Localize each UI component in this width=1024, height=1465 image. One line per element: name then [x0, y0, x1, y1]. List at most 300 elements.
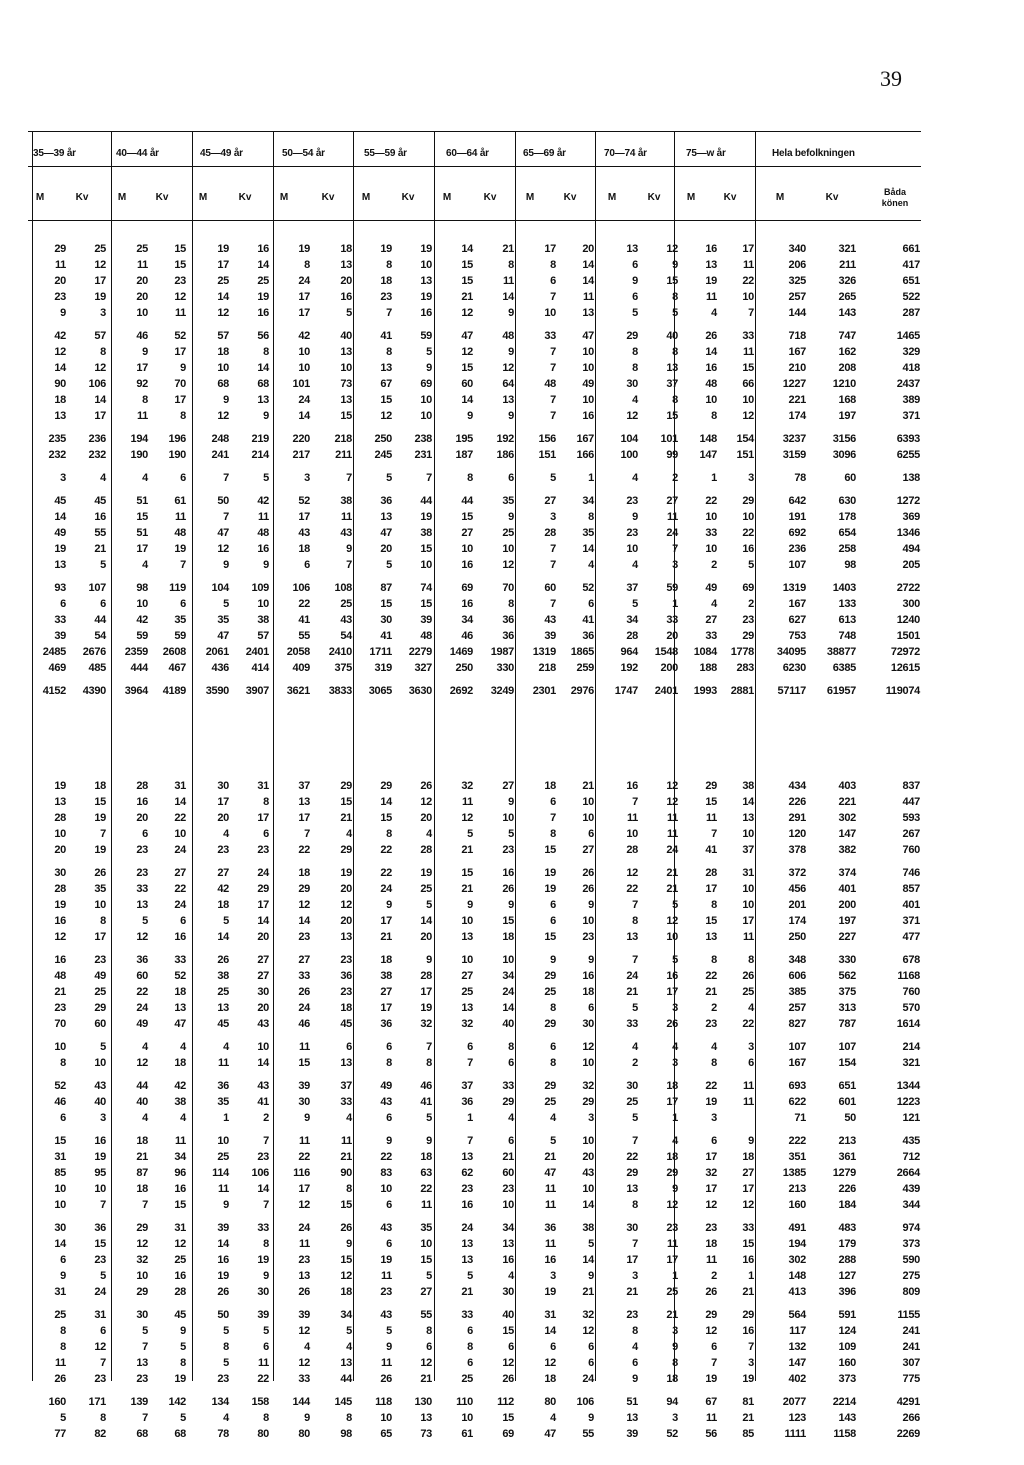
table-cell: 4: [223, 828, 229, 840]
table-cell: 22: [174, 812, 186, 824]
table-cell: 248: [211, 433, 229, 445]
table-cell: 17: [298, 291, 310, 303]
table-cell: 16: [461, 1199, 473, 1211]
table-cell: 8: [508, 1041, 514, 1053]
table-cell: 10: [582, 362, 594, 374]
table-cell: 37: [298, 780, 310, 792]
table-cell: 1227: [782, 378, 806, 390]
table-cell: 9: [588, 1270, 594, 1282]
table-cell: 44: [340, 1373, 352, 1385]
table-cell: 57: [217, 330, 229, 342]
table-cell: 42: [136, 614, 148, 626]
sub-header-m: M: [361, 192, 371, 203]
table-cell: 45: [340, 1018, 352, 1030]
table-cell: 24: [298, 275, 310, 287]
table-cell: 118: [375, 1396, 392, 1408]
table-cell: 236: [88, 433, 106, 445]
table-cell: 167: [788, 1057, 806, 1069]
table-cell: 11: [174, 1135, 186, 1147]
table-cell: 24: [174, 844, 186, 856]
table-cell: 32: [461, 780, 473, 792]
table-cell: 1778: [730, 646, 754, 658]
table-row: [0, 984, 1024, 1000]
table-cell: 5: [632, 307, 638, 319]
table-cell: 14: [217, 1238, 229, 1250]
table-cell: 190: [130, 449, 148, 461]
table-cell: 27: [380, 986, 392, 998]
table-cell: 2437: [896, 378, 920, 390]
table-cell: 7: [550, 394, 556, 406]
table-cell: 4291: [896, 1396, 920, 1408]
table-cell: 22: [174, 883, 186, 895]
table-cell: 746: [902, 867, 920, 879]
table-cell: 9: [223, 1199, 229, 1211]
table-cell: 12: [94, 1341, 106, 1353]
table-cell: 19: [705, 1373, 717, 1385]
table-cell: 9: [263, 1270, 269, 1282]
table-cell: 2881: [730, 685, 754, 697]
table-cell: 17: [174, 346, 186, 358]
table-row: [0, 1307, 1024, 1323]
table-cell: 21: [340, 1151, 352, 1163]
table-cell: 30: [626, 378, 638, 390]
table-cell: 16: [257, 543, 269, 555]
table-cell: 11: [136, 259, 148, 271]
table-cell: 24: [666, 844, 678, 856]
table-cell: 10: [54, 1041, 66, 1053]
table-cell: 29: [94, 1002, 106, 1014]
table-cell: 361: [838, 1151, 856, 1163]
table-cell: 23: [340, 986, 352, 998]
table-cell: 14: [257, 362, 269, 374]
table-cell: 87: [380, 582, 392, 594]
table-cell: 12: [461, 307, 473, 319]
table-cell: 12: [502, 1357, 514, 1369]
table-cell: 4189: [162, 685, 186, 697]
table-cell: 20: [666, 630, 678, 642]
table-cell: 16: [544, 1254, 556, 1266]
table-cell: 13: [380, 511, 392, 523]
table-cell: 23: [582, 931, 594, 943]
table-cell: 57: [257, 630, 269, 642]
table-cell: 15: [174, 243, 186, 255]
table-cell: 678: [902, 954, 920, 966]
table-cell: 8: [508, 259, 514, 271]
table-cell: 21: [502, 243, 514, 255]
page-number: 39: [880, 66, 902, 91]
table-cell: 570: [902, 1002, 920, 1014]
table-cell: 4: [142, 559, 148, 571]
table-cell: 19: [420, 291, 432, 303]
table-cell: 372: [788, 867, 806, 879]
table-cell: 11: [298, 1041, 310, 1053]
table-cell: 48: [544, 378, 556, 390]
table-cell: 8: [263, 346, 269, 358]
table-cell: 9: [304, 1412, 310, 1424]
table-cell: 9: [672, 259, 678, 271]
table-cell: 221: [838, 796, 856, 808]
table-cell: 52: [582, 582, 594, 594]
table-cell: 4: [632, 394, 638, 406]
table-cell: 3: [632, 1270, 638, 1282]
table-cell: 32: [136, 1254, 148, 1266]
table-cell: 1465: [896, 330, 920, 342]
table-cell: 25: [742, 986, 754, 998]
table-cell: 12: [461, 346, 473, 358]
table-cell: 44: [461, 495, 473, 507]
table-cell: 16: [217, 1254, 229, 1266]
table-cell: 13: [461, 931, 473, 943]
table-cell: 5: [632, 1112, 638, 1124]
table-row: [0, 929, 1024, 945]
table-cell: 11: [742, 1096, 754, 1108]
table-cell: 9: [508, 899, 514, 911]
table-cell: 8: [508, 598, 514, 610]
table-row: [0, 1339, 1024, 1355]
table-cell: 3: [588, 1112, 594, 1124]
table-cell: 9: [748, 1135, 754, 1147]
table-cell: 307: [902, 1357, 920, 1369]
table-cell: 21: [461, 883, 473, 895]
table-cell: 23: [257, 1151, 269, 1163]
table-cell: 7: [263, 1199, 269, 1211]
table-cell: 3: [748, 1041, 754, 1053]
table-cell: 15: [544, 931, 556, 943]
table-cell: 21: [461, 844, 473, 856]
table-cell: 15: [340, 1199, 352, 1211]
table-cell: 15: [174, 259, 186, 271]
table-cell: 9: [180, 362, 186, 374]
table-cell: 329: [902, 346, 920, 358]
sub-header-m: M: [198, 192, 208, 203]
table-cell: 34: [174, 1151, 186, 1163]
table-cell: 20: [257, 1002, 269, 1014]
table-cell: 232: [48, 449, 66, 461]
table-cell: 4: [711, 1041, 717, 1053]
table-cell: 7: [100, 828, 106, 840]
table-cell: 74: [420, 582, 432, 594]
table-cell: 69: [502, 1428, 514, 1440]
table-cell: 117: [789, 1325, 806, 1337]
table-cell: 7: [223, 511, 229, 523]
table-subheader-rule: [28, 220, 921, 221]
table-cell: 174: [788, 915, 806, 927]
table-cell: 7: [100, 1357, 106, 1369]
table-cell: 83: [380, 1167, 392, 1179]
table-cell: 9: [426, 1135, 432, 1147]
table-cell: 154: [838, 1057, 856, 1069]
table-cell: 30: [380, 614, 392, 626]
table-cell: 15: [380, 812, 392, 824]
table-cell: 90: [54, 378, 66, 390]
table-cell: 43: [94, 1080, 106, 1092]
table-cell: 18: [340, 243, 352, 255]
table-cell: 130: [414, 1396, 432, 1408]
table-cell: 33: [626, 1018, 638, 1030]
table-cell: 144: [788, 307, 806, 319]
table-cell: 22: [705, 495, 717, 507]
table-cell: 106: [292, 582, 310, 594]
table-cell: 13: [502, 1238, 514, 1250]
table-cell: 6230: [782, 662, 806, 674]
table-cell: 13: [666, 362, 678, 374]
table-cell: 2410: [328, 646, 352, 658]
table-cell: 23: [217, 1373, 229, 1385]
table-cell: 12: [461, 812, 473, 824]
table-top-rule: [28, 131, 921, 132]
table-cell: 46: [298, 1018, 310, 1030]
table-cell: 42: [298, 330, 310, 342]
table-cell: 41: [582, 614, 594, 626]
table-cell: 12: [217, 307, 229, 319]
table-cell: 1223: [896, 1096, 920, 1108]
table-cell: 158: [251, 1396, 269, 1408]
table-cell: 3065: [368, 685, 392, 697]
table-row: [0, 257, 1024, 273]
table-cell: 11: [340, 1135, 352, 1147]
table-cell: 712: [902, 1151, 920, 1163]
table-cell: 10: [582, 812, 594, 824]
table-cell: 15: [544, 844, 556, 856]
table-cell: 14: [582, 259, 594, 271]
table-cell: 34: [582, 495, 594, 507]
table-row: [0, 525, 1024, 541]
table-cell: 1614: [896, 1018, 920, 1030]
table-cell: 26: [340, 1222, 352, 1234]
table-cell: 15: [742, 1238, 754, 1250]
table-cell: 12: [136, 931, 148, 943]
table-cell: 186: [496, 449, 514, 461]
table-cell: 71: [794, 1112, 806, 1124]
table-cell: 22: [626, 1151, 638, 1163]
table-cell: 21: [666, 883, 678, 895]
table-cell: 13: [420, 1412, 432, 1424]
table-cell: 22: [626, 883, 638, 895]
table-cell: 16: [582, 410, 594, 422]
table-cell: 3630: [408, 685, 432, 697]
table-cell: 4: [346, 1341, 352, 1353]
table-cell: 167: [576, 433, 594, 445]
table-cell: 200: [838, 899, 856, 911]
table-cell: 29: [340, 780, 352, 792]
table-cell: 167: [788, 598, 806, 610]
table-cell: 5: [426, 1270, 432, 1282]
table-cell: 17: [380, 1002, 392, 1014]
table-cell: 5: [386, 559, 392, 571]
table-cell: 7: [632, 1135, 638, 1147]
table-cell: 258: [838, 543, 856, 555]
table-cell: 7: [223, 472, 229, 484]
table-cell: 85: [742, 1428, 754, 1440]
table-cell: 16: [257, 307, 269, 319]
table-cell: 11: [298, 1135, 310, 1147]
table-cell: 109: [838, 1341, 856, 1353]
table-cell: 171: [88, 1396, 106, 1408]
table-cell: 12: [666, 1199, 678, 1211]
table-cell: 43: [582, 1167, 594, 1179]
table-cell: 11: [742, 346, 754, 358]
table-cell: 6: [426, 1341, 432, 1353]
table-cell: 139: [130, 1396, 148, 1408]
table-cell: 28: [54, 883, 66, 895]
table-cell: 18: [174, 986, 186, 998]
table-cell: 49: [582, 378, 594, 390]
table-cell: 14: [582, 275, 594, 287]
table-cell: 11: [666, 511, 678, 523]
table-cell: 3: [672, 559, 678, 571]
table-cell: 16: [742, 1325, 754, 1337]
table-cell: 11: [705, 1412, 717, 1424]
table-cell: 6393: [896, 433, 920, 445]
table-cell: 413: [788, 1286, 806, 1298]
table-cell: 36: [380, 1018, 392, 1030]
table-cell: 8: [346, 1183, 352, 1195]
table-cell: 9: [672, 1341, 678, 1353]
table-cell: 402: [788, 1373, 806, 1385]
table-cell: 601: [838, 1096, 856, 1108]
table-cell: 236: [788, 543, 806, 555]
table-cell: 50: [844, 1112, 856, 1124]
table-cell: 25: [544, 986, 556, 998]
table-cell: 43: [380, 1309, 392, 1321]
table-cell: 19: [544, 1286, 556, 1298]
table-cell: 106: [88, 378, 106, 390]
table-cell: 8: [223, 1341, 229, 1353]
table-cell: 661: [902, 243, 920, 255]
table-cell: 98: [844, 559, 856, 571]
table-cell: 4: [304, 1341, 310, 1353]
table-cell: 265: [838, 291, 856, 303]
table-cell: 20: [340, 275, 352, 287]
table-cell: 44: [420, 495, 432, 507]
table-cell: 12: [298, 1325, 310, 1337]
table-cell: 378: [788, 844, 806, 856]
table-cell: 348: [788, 954, 806, 966]
table-cell: 46: [136, 330, 148, 342]
table-cell: 206: [788, 259, 806, 271]
table-cell: 6: [508, 1057, 514, 1069]
both-sexes-line1: Båda: [883, 187, 906, 197]
table-cell: 35: [217, 1096, 229, 1108]
table-cell: 26: [380, 1373, 392, 1385]
table-cell: 29: [666, 1167, 678, 1179]
table-cell: 33: [298, 970, 310, 982]
table-cell: 20: [340, 883, 352, 895]
table-cell: 73: [420, 1428, 432, 1440]
table-cell: 42: [54, 330, 66, 342]
table-cell: 325: [788, 275, 806, 287]
table-row: [0, 842, 1024, 858]
table-cell: 109: [251, 582, 269, 594]
table-cell: 32: [461, 1018, 473, 1030]
table-cell: 17: [217, 796, 229, 808]
table-cell: 6: [60, 1112, 66, 1124]
table-cell: 17: [136, 543, 148, 555]
table-cell: 35: [502, 495, 514, 507]
table-cell: 16: [257, 243, 269, 255]
table-cell: 104: [211, 582, 229, 594]
table-cell: 562: [838, 970, 856, 982]
table-cell: 19: [94, 291, 106, 303]
table-cell: 78: [794, 472, 806, 484]
table-cell: 72972: [890, 646, 920, 658]
table-row: [0, 810, 1024, 826]
table-cell: 29: [544, 1080, 556, 1092]
table-cell: 13: [582, 307, 594, 319]
table-cell: 22: [380, 844, 392, 856]
table-row: [0, 628, 1024, 644]
table-cell: 6: [467, 1041, 473, 1053]
table-cell: 15: [94, 1238, 106, 1250]
table-cell: 35: [94, 883, 106, 895]
table-cell: 29: [257, 883, 269, 895]
table-cell: 19: [420, 1002, 432, 1014]
table-cell: 30: [582, 1018, 594, 1030]
table-cell: 3: [60, 472, 66, 484]
table-cell: 26: [54, 1373, 66, 1385]
table-cell: 23: [380, 1286, 392, 1298]
table-cell: 38: [420, 527, 432, 539]
table-cell: 8: [386, 346, 392, 358]
table-row: [0, 913, 1024, 929]
table-cell: 65: [380, 1428, 392, 1440]
table-cell: 25: [217, 1151, 229, 1163]
table-cell: 606: [788, 970, 806, 982]
table-cell: 21: [742, 1412, 754, 1424]
table-cell: 9: [386, 899, 392, 911]
table-cell: 87: [136, 1167, 148, 1179]
table-cell: 12: [298, 1199, 310, 1211]
table-cell: 2: [748, 598, 754, 610]
table-cell: 8: [672, 346, 678, 358]
table-cell: 401: [902, 899, 920, 911]
table-cell: 29: [705, 1309, 717, 1321]
table-cell: 15: [705, 796, 717, 808]
table-cell: 12: [666, 243, 678, 255]
table-cell: 17: [174, 394, 186, 406]
table-cell: 11: [705, 812, 717, 824]
table-row: [0, 1323, 1024, 1339]
table-cell: 374: [838, 867, 856, 879]
table-cell: 9: [426, 362, 432, 374]
table-cell: 1: [223, 1112, 229, 1124]
table-cell: 4: [588, 559, 594, 571]
table-cell: 10: [742, 394, 754, 406]
table-cell: 19: [742, 1373, 754, 1385]
table-cell: 17: [380, 915, 392, 927]
table-cell: 59: [420, 330, 432, 342]
table-cell: 33: [502, 1080, 514, 1092]
table-cell: 16: [461, 559, 473, 571]
table-cell: 3: [711, 1112, 717, 1124]
table-cell: 99: [666, 449, 678, 461]
table-cell: 4152: [42, 685, 66, 697]
table-cell: 68: [174, 1428, 186, 1440]
table-cell: 11: [666, 812, 678, 824]
table-cell: 23: [666, 1222, 678, 1234]
table-cell: 112: [497, 1396, 514, 1408]
table-cell: 9: [508, 511, 514, 523]
table-cell: 40: [94, 1096, 106, 1108]
table-cell: 23: [461, 1183, 473, 1195]
table-cell: 257: [788, 291, 806, 303]
table-row: [0, 1371, 1024, 1387]
table-cell: 19: [257, 291, 269, 303]
table-cell: 20: [136, 812, 148, 824]
table-cell: 40: [666, 330, 678, 342]
table-cell: 16: [626, 780, 638, 792]
table-row: [0, 273, 1024, 289]
